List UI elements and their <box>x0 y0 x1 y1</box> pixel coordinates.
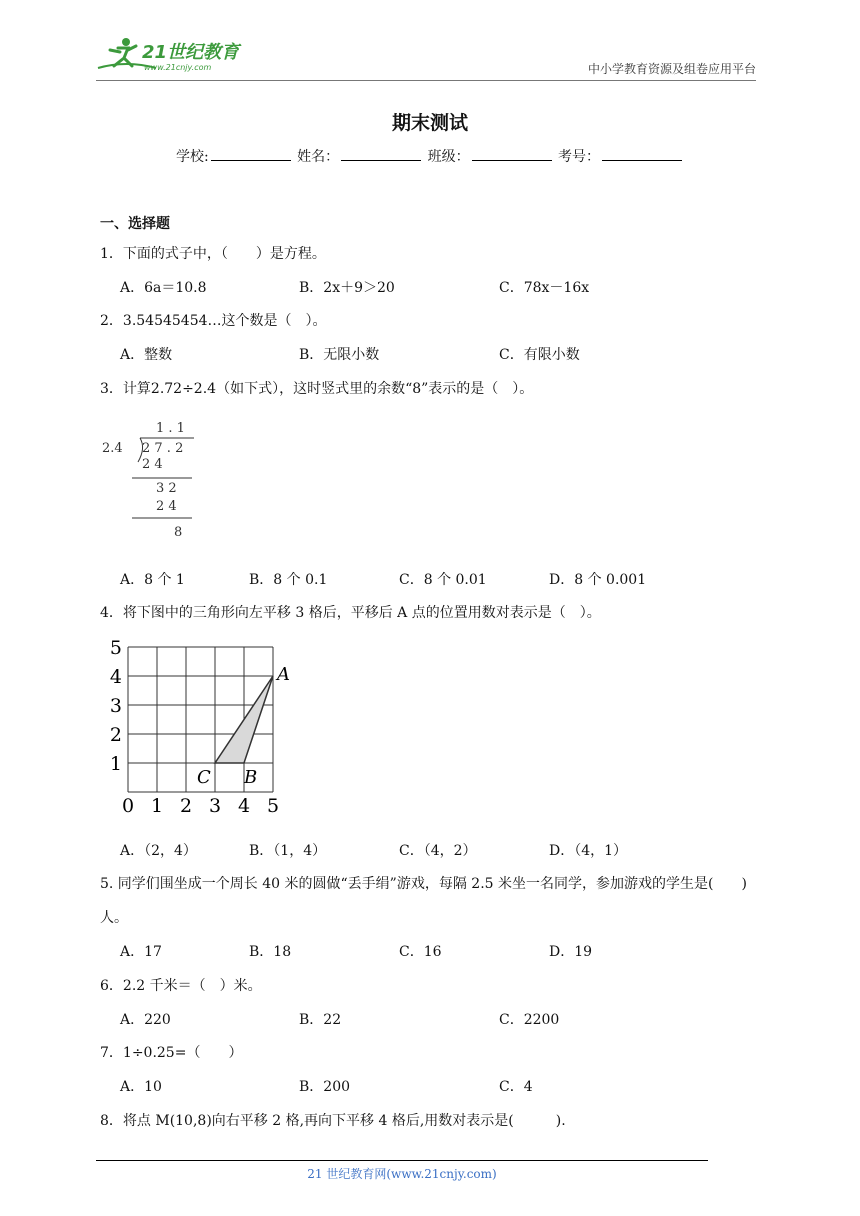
x-tick-label: 3 <box>208 795 222 817</box>
point-label-c: C <box>197 767 211 788</box>
q5-option-a: A．17 <box>120 944 162 960</box>
q3-option-c: C．8 个 0.01 <box>399 572 487 588</box>
student-info <box>0 146 860 166</box>
name-label: 姓名： <box>297 149 340 165</box>
footer-divider <box>96 1160 708 1161</box>
x-tick-label: 2 <box>179 795 193 817</box>
division-remainder: 8 <box>174 525 183 540</box>
division-dividend: 2 7 . 2 <box>142 441 184 456</box>
division-step-3: 2 4 <box>156 499 177 514</box>
school-label: 学校: <box>175 149 209 165</box>
x-tick-label: 4 <box>237 795 251 817</box>
header-divider <box>96 80 756 81</box>
page-title: 期末测试 <box>391 112 468 134</box>
q4-option-d: D．（4，1） <box>549 843 628 859</box>
division-divisor: 2.4 <box>102 441 123 456</box>
q6-option-b: B．22 <box>299 1012 342 1028</box>
q1-option-a: A．6a＝10.8 <box>120 280 207 296</box>
q6-option-a: A．220 <box>120 1012 171 1028</box>
q1-option-c: C．78x－16x <box>499 280 590 296</box>
footer-text: 21 世纪教育网(www.21cnjy.com) <box>307 1167 497 1181</box>
question-3-stem: 3．计算2.72÷2.4（如下式），这时竖式里的余数“8”表示的是（ ）。 <box>100 381 534 397</box>
q2-option-c: C．有限小数 <box>499 347 580 363</box>
logo-url: www.21cnjy.com <box>144 63 212 72</box>
q5-option-d: D．19 <box>549 944 593 960</box>
question-7-stem: 7．1÷0.25=（ ） <box>100 1045 243 1061</box>
q6-option-c: C．2200 <box>499 1012 560 1028</box>
q2-option-a: A．整数 <box>120 347 173 363</box>
question-8-stem: 8．将点 M(10,8)向右平移 2 格,再向下平移 4 格后,用数对表示是( ). <box>100 1113 566 1129</box>
number-label: 考号： <box>558 149 601 165</box>
long-division-figure <box>100 418 200 544</box>
question-6-stem: 6．2.2 千米＝（ ）米。 <box>100 978 262 994</box>
q4-option-c: C．（4，2） <box>399 843 477 859</box>
class-blank <box>472 146 552 161</box>
division-quotient: 1 . 1 <box>156 421 185 436</box>
point-label-a: A <box>277 664 290 685</box>
y-tick-label: 2 <box>109 724 122 746</box>
section-title: 一、选择题 <box>100 216 170 232</box>
class-label: 班级： <box>427 149 470 165</box>
question-4-stem: 4．将下图中的三角形向左平移 3 格后，平移后 A 点的位置用数对表示是（ ）。 <box>100 605 601 621</box>
x-tick-label: 0 <box>121 795 135 817</box>
q3-option-a: A．8 个 1 <box>120 572 185 588</box>
question-1-stem: 1．下面的式子中，（ ）是方程。 <box>100 246 326 262</box>
q5-option-b: B．18 <box>249 944 292 960</box>
question-5-stem: 5. 同学们围坐成一个周长 40 米的圆做“丢手绢”游戏，每隔 2.5 米坐一名同学，参加游戏的学生是( ) <box>100 876 747 892</box>
q4-option-a: A．（2，4） <box>120 843 197 859</box>
x-tick-label: 5 <box>266 795 280 817</box>
q7-option-b: B．200 <box>299 1079 351 1095</box>
q3-option-d: D．8 个 0.001 <box>549 572 647 588</box>
y-tick-label: 5 <box>109 637 122 659</box>
q4-option-b: B．（1，4） <box>249 843 327 859</box>
name-blank <box>341 146 421 161</box>
q2-option-b: B．无限小数 <box>299 347 380 363</box>
site-logo <box>96 36 256 76</box>
school-blank <box>211 146 291 161</box>
logo-text: 21世纪教育 <box>142 42 240 63</box>
question-5-stem-cont: 人。 <box>100 910 128 926</box>
q7-option-c: C．4 <box>499 1079 533 1095</box>
y-tick-label: 1 <box>109 753 122 775</box>
division-step-2: 3 2 <box>156 481 177 496</box>
x-tick-label: 1 <box>150 795 164 817</box>
point-label-b: B <box>244 767 258 788</box>
y-tick-label: 3 <box>109 695 122 717</box>
q3-option-b: B．8 个 0.1 <box>249 572 328 588</box>
division-step-1: 2 4 <box>142 457 163 472</box>
number-blank <box>602 146 682 161</box>
q1-option-b: B．2x＋9＞20 <box>299 280 395 296</box>
coordinate-grid <box>104 632 294 822</box>
header-platform-text: 中小学教育资源及组卷应用平台 <box>587 62 756 76</box>
y-tick-label: 4 <box>109 666 122 688</box>
question-2-stem: 2．3.54545454…这个数是（ ）。 <box>100 313 327 329</box>
q7-option-a: A．10 <box>120 1079 162 1095</box>
q5-option-c: C．16 <box>399 944 442 960</box>
